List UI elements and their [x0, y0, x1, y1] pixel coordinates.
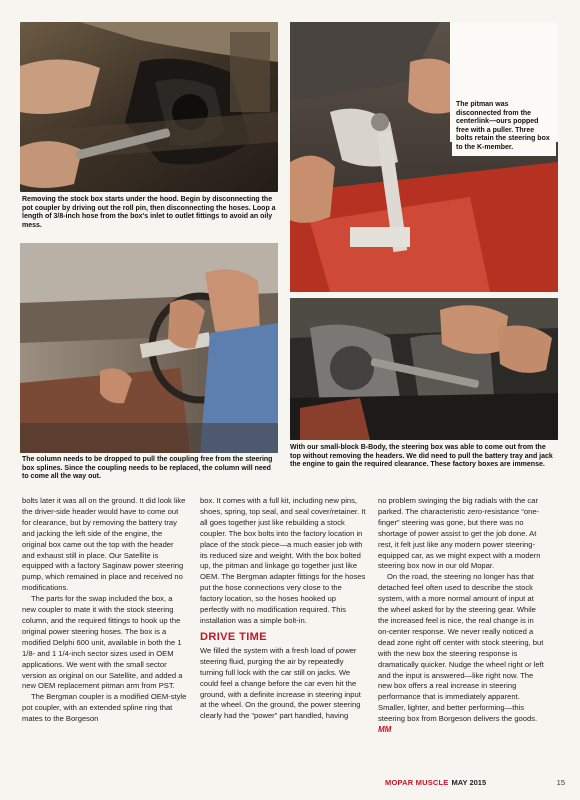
article-column-3 [378, 496, 544, 736]
photo-pitman-disconnect [290, 22, 558, 292]
article-paragraph: The parts for the swap included the box, a new coupler to mate it with the stock steering column, and the required fittings to hook up the original power steering hoses. The box is a modified Delphi 600 unit, available in both the 1 1/8- and 1 1/4-inch sector sizes used in OEM applications. We went with the small sector version as original on our Satellite, and added a new OEM replacement pitman arm from PST. [22, 594, 183, 691]
end-mark: MM [378, 725, 392, 735]
caption-steering-box-removal: Removing the stock box starts under the hood. Begin by disconnecting the pot coupler by driving out the roll pin, then disconnecting the hoses. Loop a length of 3/8-inch hose from the box's inlet to outlet fittings to avoid an oily mess. [22, 196, 276, 229]
caption-box-out-top: With our small-block B-Body, the steering box was able to come out from the top without removing the headers. We did need to pull the battery tray and jack the engine to gain the required clearance. These factory boxes are immense. [290, 444, 553, 469]
page-footer [385, 778, 565, 787]
article-paragraph: The Bergman coupler is a modified OEM-style pot coupler, with an extended spline ring that mates to the Borgeson [22, 692, 187, 724]
caption-pitman-disconnect: The pitman was disconnected from the centerlink—ours popped free with a puller. Three bolts retain the steering box to the K-member. [452, 98, 556, 156]
article-paragraph-text: On the road, the steering no longer has that detached feel often used to describe the stock system, with a more normal amount of input at the wheel asked for by the steering gear. While the increased feel is nice, the real change is in on-center response. We never really noticed a dead zone right off center with stock steering, but with the new box the steering response is dramatically quicker. Nudge the wheel right or left and the input is answered—like right now. The new box offers a real increase in steering performance that is immediately apparent. Smaller, lighter, and better performing—this steering box from Borgeson delivers the goods. [378, 572, 544, 724]
article-paragraph: no problem swinging the big radials with the car parked. The characteristic zero-resistance “one-finger” steering was gone, but there was no shortage of power assist to get the job done. At rest, it felt just like any modern power steering-equipped car, as we might expect with a modern steering box now in our old Mopar. [378, 496, 541, 571]
caption-column-dropped: The column needs to be dropped to pull the coupling free from the steering box splines. Since the coupling needs to be replaced, the column will need to come all the way out. [22, 456, 273, 481]
article-paragraph: bolts later it was all on the ground. It did look like the driver-side header would have to come out for clearance, but by removing the battery tray and jacking the left side of the engine, the original box came out the top with the header and exhaust still in place. Our Satellite is equipped with a factory Saginaw power steering pump, which remained in place and received no modifications. [22, 496, 186, 593]
page-number: 15 [556, 778, 565, 787]
photo-column-dropped [20, 243, 278, 453]
article-paragraph: box. It comes with a full kit, including new pins, shoes, spring, top seal, and seal cover/retainer. It all goes together just like rebuilding a stock coupler. The box bolts into the factory location in place of the stock piece—a much easier job with its reduced size and weight. With the box bolted up, the pitman and linkage go together just like OEM. The Bergman adapter fittings for the hoses put the hose connections very close to the factory location, so the hoses hooked up perfectly with no modification required. This installation was a simple bolt-in. [200, 496, 366, 625]
article-column-1 [22, 496, 188, 725]
magazine-name: MOPAR MUSCLE [385, 778, 449, 787]
issue-date: MAY 2015 [451, 778, 487, 787]
photo-box-out-top [290, 298, 558, 440]
section-heading-drive-time: DRIVE TIME [200, 630, 267, 643]
article-paragraph: We filled the system with a fresh load of power steering fluid, purging the air by repeatedly turning full lock with the car still on jacks. We could feel a change before the car even hit the ground, with a definite increase in steering input at the wheel. On the ground, the power steering clearly had the “power” part handled, having [200, 645, 361, 721]
article-column-2 [200, 496, 366, 722]
photo-steering-box-removal [20, 22, 278, 192]
article-paragraph [378, 572, 544, 736]
